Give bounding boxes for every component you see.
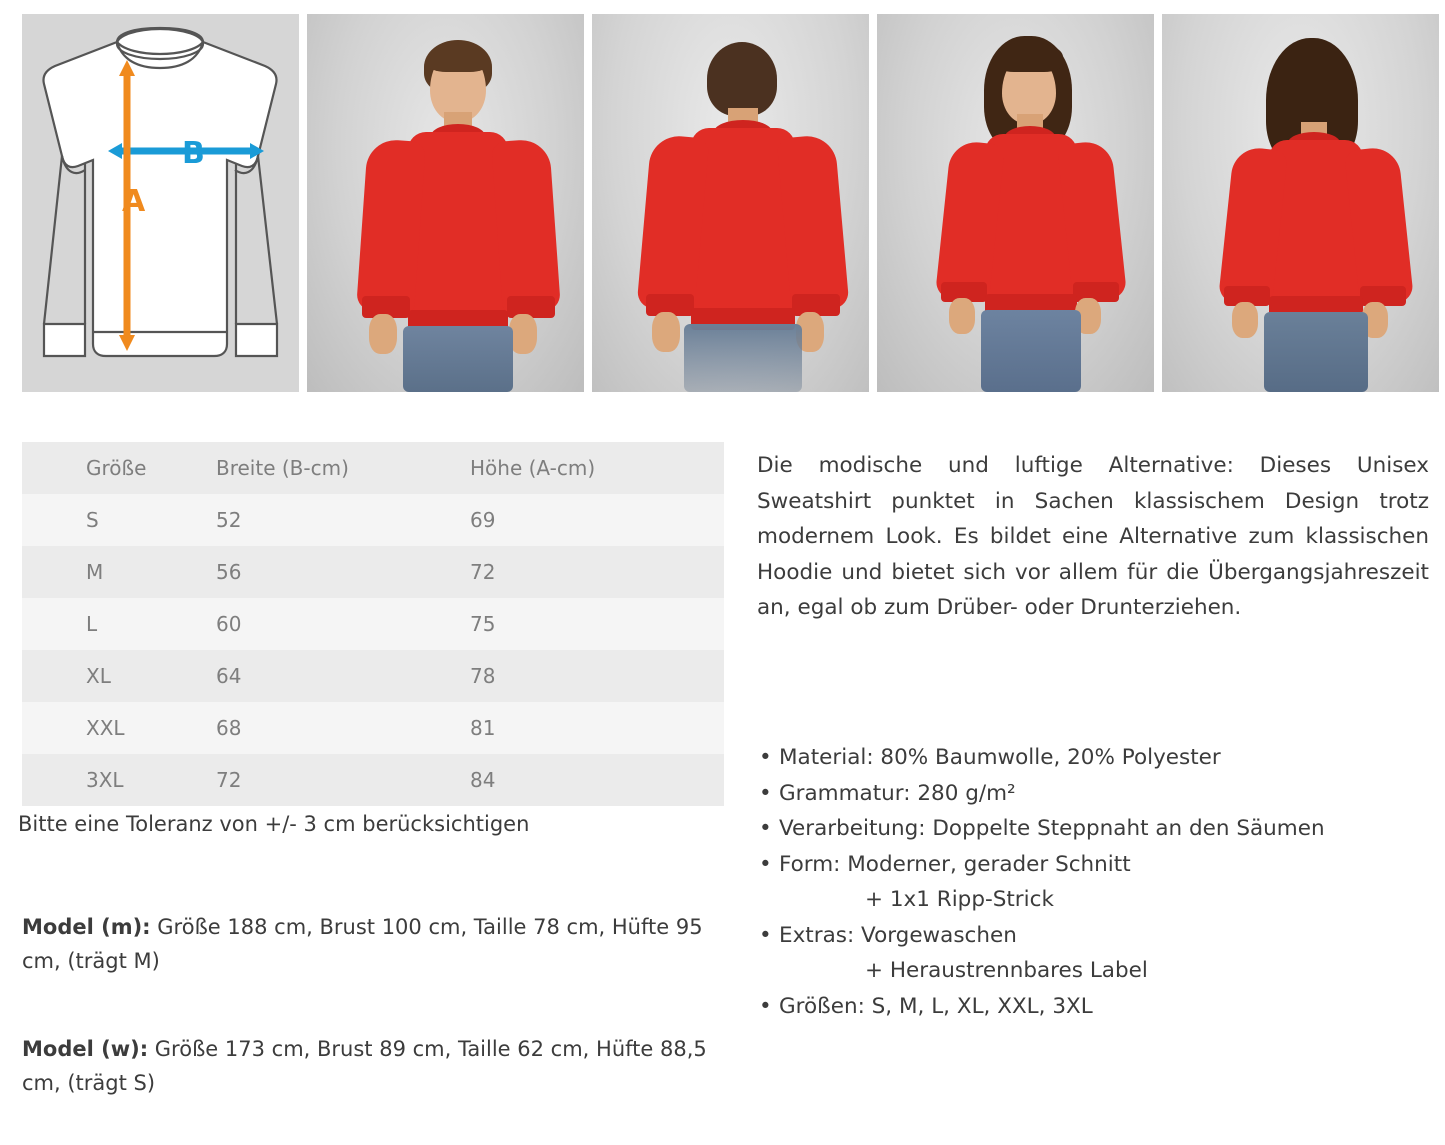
- model-female-info: [22, 1032, 722, 1100]
- table-row: [22, 702, 724, 754]
- table-row: [22, 494, 724, 546]
- cell-size: 3XL: [86, 768, 124, 792]
- cell-height: 72: [470, 560, 496, 584]
- feature-item: • Verarbeitung: Doppelte Steppnaht an den Säumen: [757, 811, 1437, 847]
- cell-width: 72: [216, 768, 242, 792]
- cell-width: 56: [216, 560, 242, 584]
- jeans: [403, 326, 513, 392]
- feature-item: • Form: Moderner, gerader Schnitt: [757, 847, 1437, 883]
- cell-height: 81: [470, 716, 496, 740]
- cell-size: XL: [86, 664, 111, 688]
- sweatshirt-outline-svg: [22, 14, 299, 392]
- jeans: [684, 324, 802, 392]
- product-image-strip: [22, 14, 1426, 392]
- technical-drawing-image: [22, 14, 299, 392]
- table-row: [22, 546, 724, 598]
- cell-size: M: [86, 560, 104, 584]
- cell-size: S: [86, 508, 99, 532]
- feature-item: • Material: 80% Baumwolle, 20% Polyester: [757, 740, 1437, 776]
- table-header-size: Größe: [86, 456, 147, 480]
- feature-item: • Größen: S, M, L, XL, XXL, 3XL: [757, 989, 1437, 1025]
- cell-size: XXL: [86, 716, 125, 740]
- table-row: [22, 598, 724, 650]
- cell-size: L: [86, 612, 98, 636]
- jeans: [1264, 312, 1368, 392]
- jeans: [981, 310, 1081, 392]
- product-description: Die modische und luftige Alternative: Dieses Unisex Sweatshirt punktet in Sachen klassischem Design trotz modernem Look. Es bildet eine Alternative zum klassischen Hoodie und bietet sich vor allem für die Übergangsjahreszeit an, egal ob zum Drüber- oder Drunterziehen.: [757, 453, 1429, 620]
- feature-subitem: + Heraustrennbares Label: [865, 958, 1148, 983]
- product-features: [757, 740, 1437, 1024]
- model-photo-female-front: [877, 14, 1154, 392]
- dimension-label-a: A: [122, 184, 146, 219]
- hand-left: [1232, 302, 1258, 338]
- feature-item: • Grammatur: 280 g/m²: [757, 776, 1437, 812]
- table-row: [22, 754, 724, 806]
- tolerance-note: Bitte eine Toleranz von +/- 3 cm berücksichtigen: [18, 812, 530, 836]
- cell-height: 84: [470, 768, 496, 792]
- cuff-right: [507, 296, 555, 318]
- model-male-text: Größe 188 cm, Brust 100 cm, Taille 78 cm, Hüfte 95 cm, (trägt M): [22, 915, 703, 973]
- hair-fringe: [428, 46, 488, 72]
- table-row: [22, 650, 724, 702]
- hand-left: [949, 298, 975, 334]
- sleeve-right: [491, 138, 561, 314]
- hand-right: [509, 314, 537, 354]
- dimension-label-b: B: [182, 136, 205, 171]
- table-header-row: [22, 442, 724, 494]
- cell-width: 64: [216, 664, 242, 688]
- sleeve-left: [356, 138, 426, 314]
- model-female-text: Größe 173 cm, Brust 89 cm, Taille 62 cm, Hüfte 88,5 cm, (trägt S): [22, 1037, 707, 1095]
- cell-width: 68: [216, 716, 242, 740]
- cell-width: 52: [216, 508, 242, 532]
- hand-left: [369, 314, 397, 354]
- table-header-height: Höhe (A-cm): [470, 456, 596, 480]
- model-male-label: Model (m):: [22, 915, 151, 939]
- cell-width: 60: [216, 612, 242, 636]
- hair-fringe: [995, 42, 1063, 72]
- feature-subitem: + 1x1 Ripp-Strick: [865, 887, 1054, 912]
- feature-item: • Extras: Vorgewaschen: [757, 918, 1437, 954]
- hair-back: [707, 42, 777, 116]
- table-header-width: Breite (B-cm): [216, 456, 349, 480]
- model-photo-male-back: [592, 14, 869, 392]
- size-table: [22, 442, 724, 806]
- model-photo-female-back: [1162, 14, 1439, 392]
- cell-height: 78: [470, 664, 496, 688]
- hand-left: [652, 312, 680, 352]
- cell-height: 69: [470, 508, 496, 532]
- model-photo-male-front: [307, 14, 584, 392]
- model-male-info: [22, 910, 722, 978]
- cell-height: 75: [470, 612, 496, 636]
- model-female-label: Model (w):: [22, 1037, 149, 1061]
